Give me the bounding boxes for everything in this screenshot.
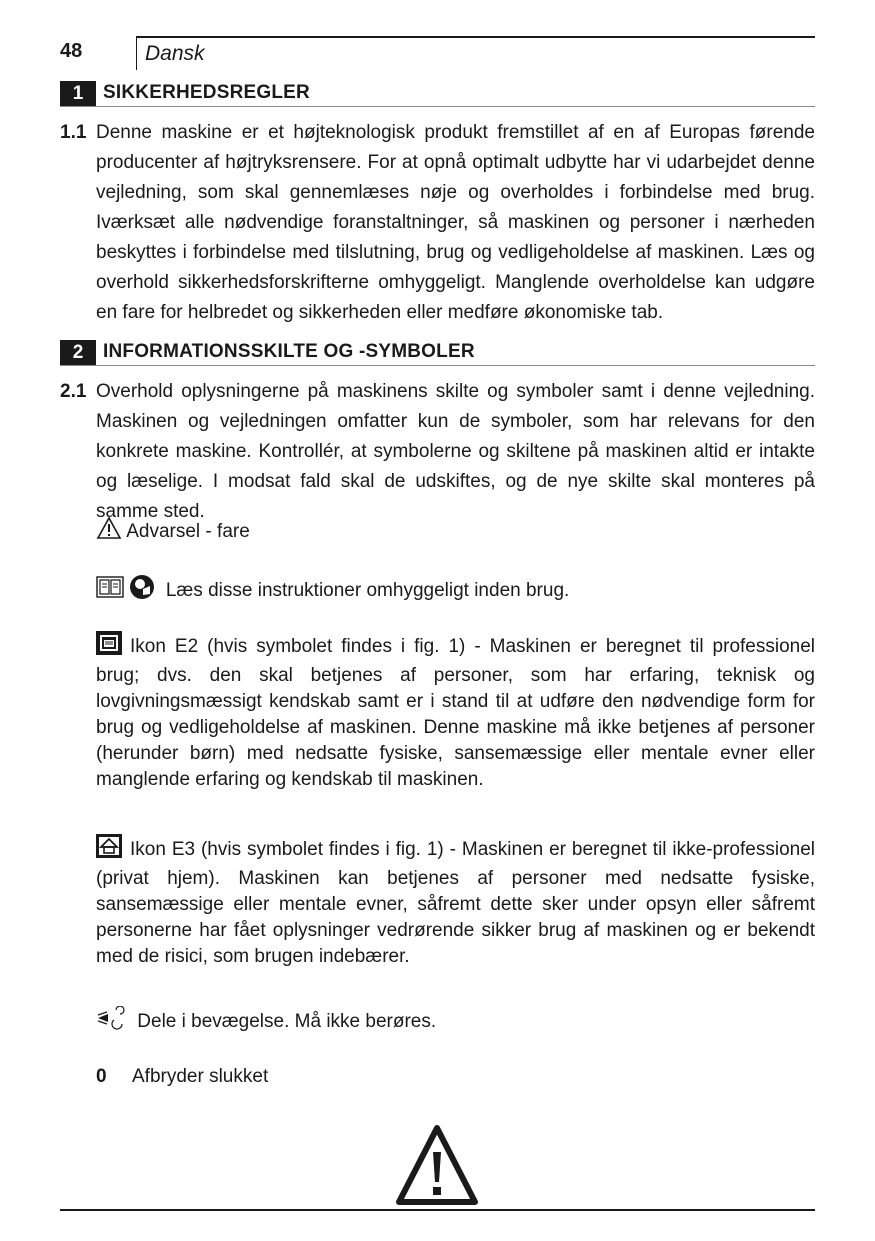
paragraph-number: 1.1	[60, 122, 87, 143]
section-heading-2	[60, 340, 815, 366]
warning-triangle-icon	[96, 516, 122, 548]
section-title: INFORMATIONSSKILTE OG -SYMBOLER	[103, 341, 475, 362]
home-use-icon	[96, 834, 122, 866]
symbol-text: Ikon E2 (hvis symbolet findes i fig. 1) - Maskinen er beregnet til professionel brug; dvs. den skal betjenes af personer, som har erfaring, teknisk og lovgivningsmæssigt kendskab samt er i stand til at udføre den nødvendige form for brug og vedligeholdelse af maskinen. Denne maskine må ikke betjenes af personer (herunder børn) med nedsatte fysiske, sansemæssige eller mentale evner eller manglende erfaring og kendskab til maskinen.	[96, 636, 815, 790]
professional-use-icon	[96, 631, 122, 663]
symbol-text: Læs disse instruktioner omhyggeligt inden brug.	[165, 580, 570, 602]
paragraph-number: 2.1	[60, 381, 87, 402]
paragraph-text: Overhold oplysningerne på maskinens skilte og symboler samt i denne vejledning. Maskinen og vejledningen omfatter kun de symboler, som har relevans for den konkrete maskine. Kontrollér, at symbolerne og skiltene på maskinen altid er intakte og læselige. I modsat fald skal de udskiftes, og de nye skilte skal monteres på samme sted.	[96, 381, 815, 522]
section-heading-1	[60, 81, 815, 107]
section-number: 2	[60, 340, 96, 365]
symbol-text: Advarsel - fare	[126, 521, 250, 543]
symbol-read-manual	[96, 574, 815, 608]
page-number: 48	[60, 40, 83, 62]
symbol-e3	[96, 834, 815, 970]
large-warning-triangle-icon	[395, 1124, 479, 1206]
reader-head-icon	[129, 574, 155, 608]
manual-book-icon	[96, 575, 124, 607]
moving-parts-icon	[96, 1006, 126, 1038]
section-number: 1	[60, 81, 96, 106]
section-title: SIKKERHEDSREGLER	[103, 82, 310, 103]
paragraph-2-1	[60, 377, 815, 527]
paragraph-text: Denne maskine er et højteknologisk produkt fremstillet af en af Europas førende producenter af højtryksrensere. For at opnå optimalt udbytte har vi udarbejdet denne vejledning, som skal gennemlæses nøje og overholdes i forbindelse med brug. Iværksæt alle nødvendige foranstaltninger, så maskinen og personer i nærheden beskyttes i forbindelse med tilslutning, brug og vedligeholdelse af maskinen. Læs og overhold sikkerhedsforskrifterne omhyggeligt. Manglende overholdelse kan udgøre en fare for helbredet og sikkerheden eller medføre økonomiske tab.	[96, 122, 815, 323]
paragraph-1-1	[60, 118, 815, 328]
symbol-text: Afbryder slukket	[132, 1066, 269, 1087]
bottom-rule	[60, 1209, 815, 1211]
symbol-switch-off	[96, 1064, 815, 1090]
symbol-text: Ikon E3 (hvis symbolet findes i fig. 1) - Maskinen er beregnet til ikke-professionel (privat hjem). Maskinen kan betjenes af personer med nedsatte fysiske, sansemæssige eller mentale evner, såfremt dette sker under opsyn eller såfremt personerne har fået oplysninger vedrørende sikker brug af maskinen og er bekendt med de risici, som brugen indebærer.	[96, 839, 815, 967]
language-label: Dansk	[145, 42, 205, 65]
header-box	[136, 36, 815, 70]
symbol-text: Dele i bevægelse. Må ikke berøres.	[137, 1011, 437, 1033]
symbol-e2	[96, 631, 815, 793]
switch-off-symbol: 0	[96, 1066, 107, 1087]
symbol-moving-parts	[96, 1006, 815, 1038]
symbol-warning	[96, 516, 815, 548]
